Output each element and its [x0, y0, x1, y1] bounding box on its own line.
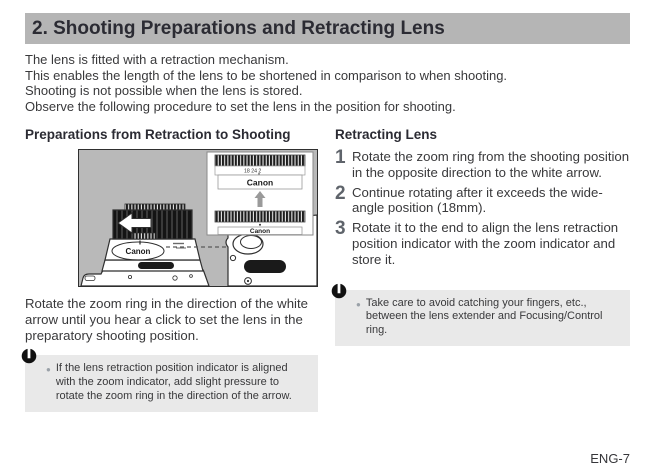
camera-lens-diagram	[78, 149, 318, 287]
step-number: 3	[335, 218, 346, 240]
step-text: Rotate the zoom ring from the shooting position in the opposite direction to the white arrow.	[352, 149, 630, 180]
left-note-text: If the lens retraction position indicator is aligned with the zoom indicator, add slight pressure to rotate the zoom ring in the direction of the arrow.	[55, 362, 292, 402]
intro-paragraph	[25, 52, 630, 114]
lens-mount	[102, 260, 203, 271]
lens-brand-label: Canon	[125, 247, 151, 256]
lens-retraction-illustration	[78, 149, 318, 287]
caution-icon	[21, 348, 37, 369]
step-3	[335, 220, 630, 267]
intro-line: The lens is fitted with a retraction mechanism.	[25, 52, 289, 67]
left-column-heading: Preparations from Retraction to Shooting	[25, 127, 291, 142]
lens-barrel	[105, 239, 200, 260]
step-number: 1	[335, 147, 346, 168]
left-caution-note	[25, 355, 318, 411]
intro-line: Observe the following procedure to set the lens in the position for shooting.	[25, 98, 456, 114]
left-instruction-paragraph: Rotate the zoom ring in the direction of the white arrow until you hear a click to set the lens in the preparatory shooting position.	[25, 296, 308, 343]
step-number: 2	[335, 182, 346, 204]
bullet-icon: ●	[356, 299, 361, 309]
zoom-ring	[113, 204, 192, 239]
inset-bottom-brand-label: Canon	[249, 228, 271, 235]
intro-line: Shooting is not possible when the lens is stored.	[25, 83, 303, 98]
zoom-scale-numbers: 18 24 2	[244, 168, 262, 175]
page-number: ENG-7	[590, 451, 630, 466]
inset-top-brand-label: Canon	[246, 177, 274, 188]
step-text: Rotate it to the end to align the lens retraction position indicator with the zoom indicator and store it.	[352, 220, 619, 267]
step-1	[335, 149, 630, 181]
page-title: 2. Shooting Preparations and Retracting Lens	[25, 13, 630, 44]
inset-detail-panel	[207, 152, 313, 235]
right-note-text: Take care to avoid catching your fingers, etc., between the lens extender and Focusing/Control ring.	[365, 296, 603, 337]
right-column-heading: Retracting Lens	[335, 127, 438, 142]
bullet-icon: ●	[46, 365, 51, 375]
left-column	[25, 127, 318, 412]
caution-icon	[331, 283, 347, 304]
right-caution-note	[335, 290, 630, 346]
step-text: Continue rotating after it exceeds the wide-angle position (18mm).	[352, 184, 603, 216]
intro-line: This enables the length of the lens to be shortened in comparison to when shooting.	[25, 67, 508, 83]
right-column	[335, 127, 630, 412]
two-column-layout	[25, 127, 630, 412]
step-2	[335, 182, 630, 217]
